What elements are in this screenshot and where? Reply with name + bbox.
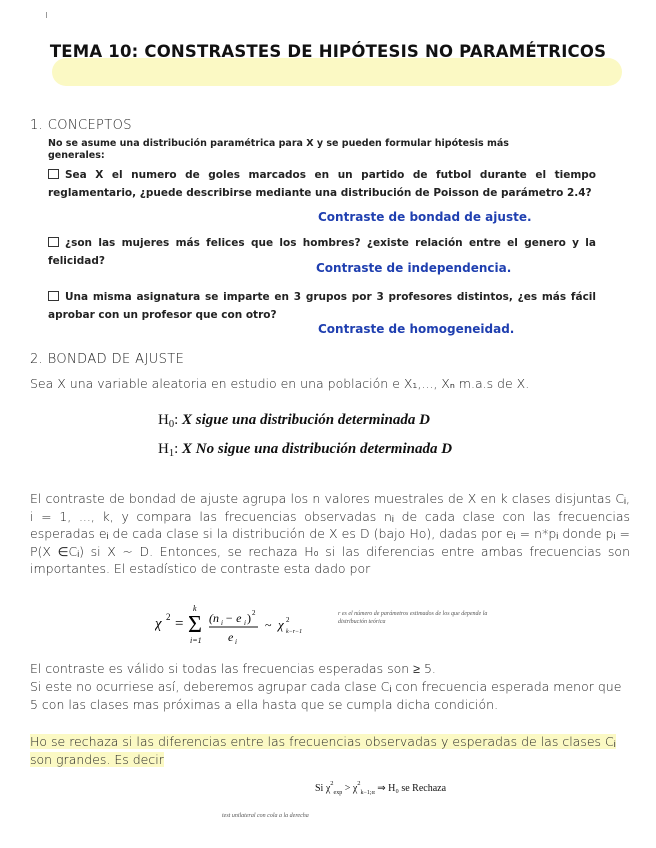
svg-text:k−r−1: k−r−1 xyxy=(286,629,303,635)
page-title: TEMA 10: CONSTRASTES DE HIPÓTESIS NO PARAMÉTRICOS xyxy=(49,42,607,61)
svg-text:i=1: i=1 xyxy=(190,636,202,645)
question-3-text: Una misma asignatura se imparte en 3 grupos por 3 profesores distintos, ¿es más fácil aprobar con un profesor que con otro? xyxy=(48,291,596,321)
svg-text:=: = xyxy=(175,616,184,632)
tag-goodness-of-fit: Contraste de bondad de ajuste. xyxy=(318,210,532,224)
checkbox-icon xyxy=(48,237,59,247)
rejection-statement xyxy=(30,733,630,768)
null-hypothesis: $H_0$: X sigue una distribución determinada D xyxy=(158,412,430,430)
question-3 xyxy=(48,288,596,324)
rejection-rule-text: ⇒ H₀ se Rechaza xyxy=(377,783,447,794)
svg-text:~: ~ xyxy=(265,618,272,632)
question-1 xyxy=(48,166,596,202)
svg-text:2: 2 xyxy=(286,616,290,624)
svg-text:− e: − e xyxy=(225,611,242,625)
section-2-lead: Sea X una variable aleatoria en estudio en una población e X₁,..., Xₙ m.a.s de X. xyxy=(30,376,530,391)
alt-hypothesis-text: X No sigue una distribución determinada D xyxy=(182,441,453,457)
footnote: test unilateral con cola a la derecha xyxy=(222,813,309,819)
question-1-text: Sea X el numero de goles marcados en un partido de futbol durante el tiempo reglamentario, ¿puede describirse mediante una distribución de Poisson de parámetro 2.4? xyxy=(48,169,596,199)
null-hypothesis-text: X sigue una distribución determinada D xyxy=(182,412,430,428)
rejection-text: Ho se rechaza si las diferencias entre las frecuencias observadas y esperadas de las clases Cᵢ son grandes. Es decir xyxy=(30,734,616,767)
svg-text:k: k xyxy=(193,604,197,613)
checkbox-icon xyxy=(48,291,59,301)
section-1-intro: No se asume una distribución paramétrica para X y se pueden formular hipótesis más generales: xyxy=(48,138,509,161)
grouping-rule: Si este no ocurriese así, deberemos agrupar cada clase Cᵢ con frecuencia esperada menor que 5 con las clases mas próximas a ella hasta que se cumpla dicha condición. xyxy=(30,679,622,712)
svg-text:e: e xyxy=(228,630,234,644)
svg-text:Σ: Σ xyxy=(188,612,202,638)
svg-text:): ) xyxy=(247,611,251,625)
svg-text:2: 2 xyxy=(252,609,256,617)
chi-square-formula-graphic xyxy=(155,598,325,648)
svg-text:χ: χ xyxy=(155,616,162,632)
alt-hypothesis: $H_1$: X No sigue una distribución determinada D xyxy=(158,441,453,459)
chi-square-formula xyxy=(155,598,325,648)
question-2-text: ¿son las mujeres más felices que los hombres? ¿existe relación entre el genero y la felicidad? xyxy=(48,237,596,267)
svg-text:(n: (n xyxy=(209,611,219,625)
svg-text:i: i xyxy=(235,638,237,646)
svg-text:i: i xyxy=(221,619,223,627)
section-1-heading: 1. CONCEPTOS xyxy=(30,118,132,133)
title-highlight xyxy=(52,58,622,86)
section-2-heading: 2. BONDAD DE AJUSTE xyxy=(30,352,185,367)
tag-homogeneity: Contraste de homogeneidad. xyxy=(318,322,515,336)
svg-text:2: 2 xyxy=(166,612,171,622)
checkbox-icon xyxy=(48,169,59,179)
page-mark xyxy=(46,12,47,18)
rejection-rule: Si $\chi^2_{exp} > \chi^2_{k-1;\alpha}$ ⇒ H₀ se Rechaza xyxy=(315,780,447,796)
svg-text:i: i xyxy=(244,619,246,627)
validity-condition: El contraste es válido si todas las frecuencias esperadas son ≥ 5. xyxy=(30,661,436,676)
tag-independence: Contraste de independencia. xyxy=(316,261,512,275)
svg-text:χ: χ xyxy=(278,617,284,632)
formula-note: r es el número de parámetros estimados de los que depende la distribución teórica xyxy=(338,611,488,625)
section-2-body: El contraste de bondad de ajuste agrupa los n valores muestrales de X en k clases disjuntas Cᵢ, i = 1, ..., k, y compara las frecuencias observadas nᵢ de cada clase con las frecuencias esperadas eᵢ de cada clase si la distribución de X es D (bajo Ho), dadas por eᵢ = n*pᵢ donde pᵢ = P(X ∈Cᵢ) si X ~ D. Entonces, se rechaza H₀ si las diferencias entre ambas frecuencias son importantes. El estadístico de contraste esta dado por xyxy=(30,491,630,576)
